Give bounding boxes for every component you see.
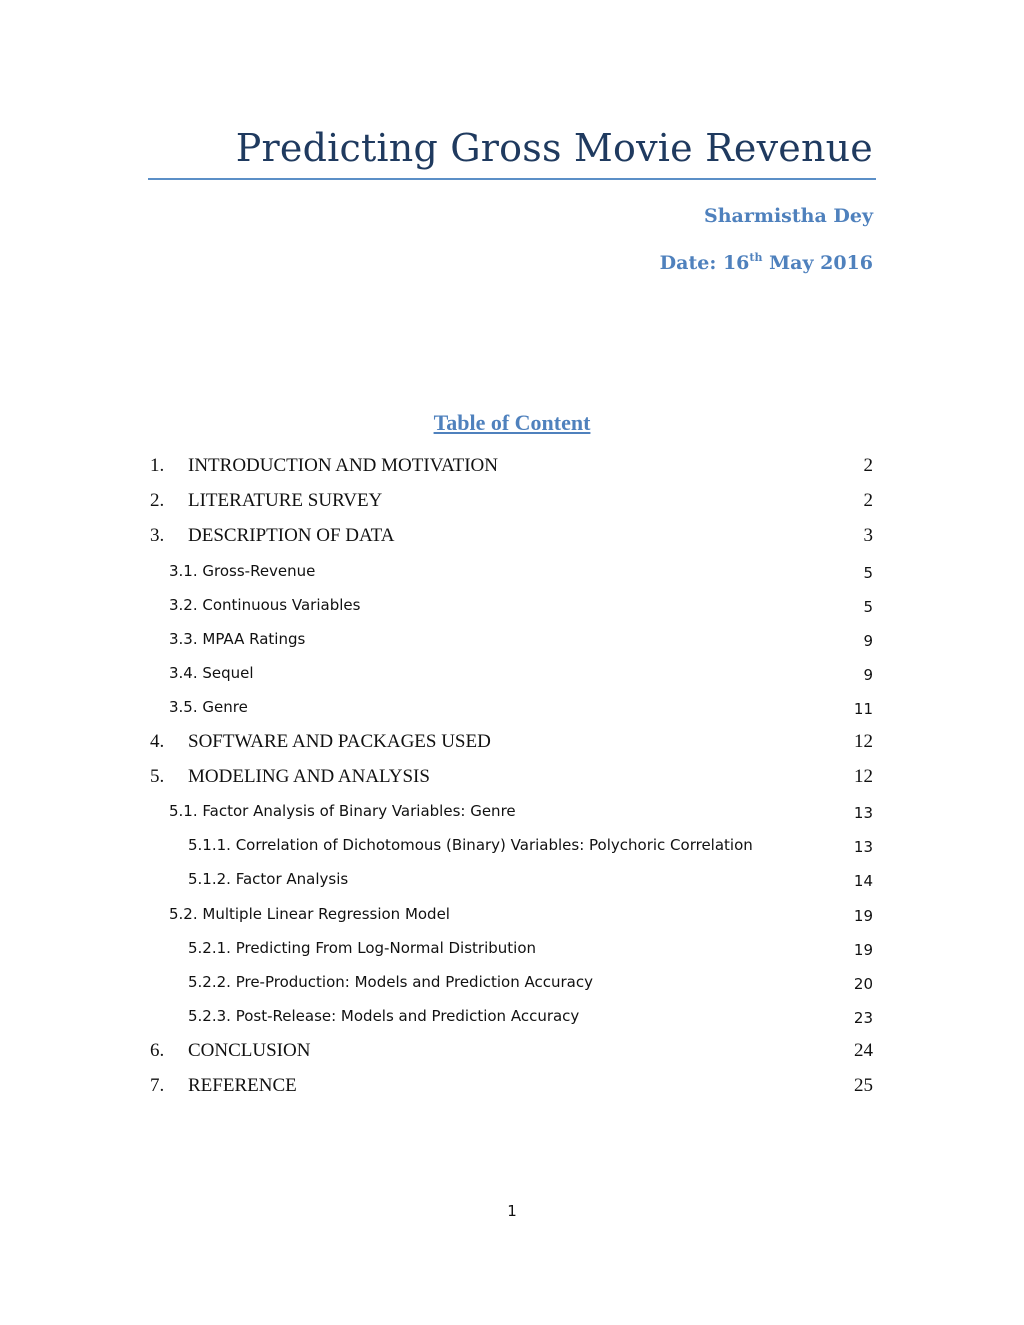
toc-entry-label: 5.2.1. Predicting From Log-Normal Distribution — [188, 939, 537, 957]
toc-entry-page-number: 25 — [854, 1075, 873, 1096]
toc-entry[interactable] — [0, 1075, 1024, 1105]
toc-entry-page-number: 19 — [853, 907, 873, 925]
toc-entry-label: 5.1. Factor Analysis of Binary Variables: Genre — [169, 802, 516, 820]
toc-entry[interactable] — [0, 630, 1024, 660]
toc-entry[interactable] — [0, 1007, 1024, 1037]
toc-entry-label: 5.1.2. Factor Analysis — [188, 870, 349, 888]
toc-entry[interactable] — [0, 562, 1024, 592]
toc-entry[interactable] — [0, 802, 1024, 832]
page-number: 1 — [507, 1202, 517, 1220]
toc-heading: Table of Content — [433, 410, 591, 435]
toc-entry-page-number: 23 — [853, 1009, 873, 1027]
toc-entry-number: 5. — [150, 766, 165, 787]
toc-entry-label: 3.5. Genre — [169, 698, 248, 716]
toc-entry-page-number: 3 — [863, 525, 873, 546]
toc-entry-label: 3.3. MPAA Ratings — [169, 630, 306, 648]
toc-entry-page-number: 20 — [853, 975, 873, 993]
toc-entry-page-number: 11 — [853, 700, 873, 718]
toc-entry[interactable] — [0, 870, 1024, 900]
toc-entry-number: 3. — [150, 525, 165, 546]
toc-entry[interactable] — [0, 490, 1024, 520]
toc-entry-number: 7. — [150, 1075, 165, 1096]
toc-entry-label: MODELING AND ANALYSIS — [188, 766, 430, 787]
toc-entry[interactable] — [0, 596, 1024, 626]
date-prefix: Date: 16 — [659, 252, 750, 274]
toc-entry[interactable] — [0, 455, 1024, 485]
toc-entry-page-number: 5 — [863, 564, 873, 582]
toc-entry[interactable] — [0, 766, 1024, 796]
document-date — [150, 252, 873, 274]
toc-entry-page-number: 13 — [853, 804, 873, 822]
toc-entry-page-number: 12 — [854, 766, 873, 787]
toc-entry-page-number: 24 — [854, 1040, 873, 1061]
toc-entry-label: 5.1.1. Correlation of Dichotomous (Binary) Variables: Polychoric Correlation — [188, 836, 753, 854]
toc-entry[interactable] — [0, 731, 1024, 761]
toc-entry-page-number: 2 — [863, 490, 873, 511]
toc-entry-label: CONCLUSION — [188, 1040, 311, 1061]
toc-entry[interactable] — [0, 939, 1024, 969]
toc-entry-label: 5.2.3. Post-Release: Models and Prediction Accuracy — [188, 1007, 580, 1025]
toc-entry-label: 3.2. Continuous Variables — [169, 596, 361, 614]
toc-entry-label: 3.4. Sequel — [169, 664, 254, 682]
toc-entry-page-number: 5 — [863, 598, 873, 616]
toc-entry-number: 4. — [150, 731, 165, 752]
toc-entry-page-number: 13 — [853, 838, 873, 856]
toc-entry[interactable] — [0, 905, 1024, 935]
toc-entry-number: 1. — [150, 455, 165, 476]
date-suffix: May 2016 — [762, 252, 873, 274]
toc-entry[interactable] — [0, 836, 1024, 866]
toc-entry[interactable] — [0, 664, 1024, 694]
toc-entry-page-number: 19 — [853, 941, 873, 959]
toc-entry-page-number: 9 — [863, 666, 873, 684]
toc-entry-number: 2. — [150, 490, 165, 511]
toc-entry-label: INTRODUCTION AND MOTIVATION — [188, 455, 498, 476]
toc-entry-label: 5.2. Multiple Linear Regression Model — [169, 905, 450, 923]
toc-entry-label: 3.1. Gross-Revenue — [169, 562, 316, 580]
toc-entry-page-number: 2 — [863, 455, 873, 476]
title-underline-rule — [148, 178, 876, 180]
author-name: Sharmistha Dey — [704, 205, 873, 227]
toc-entry-number: 6. — [150, 1040, 165, 1061]
toc-entry-label: SOFTWARE AND PACKAGES USED — [188, 731, 491, 752]
toc-entry-page-number: 12 — [854, 731, 873, 752]
date-ordinal-suffix: th — [749, 251, 763, 264]
toc-entry-label: LITERATURE SURVEY — [188, 490, 383, 511]
document-title: Predicting Gross Movie Revenue — [235, 126, 873, 170]
toc-entry[interactable] — [0, 698, 1024, 728]
toc-entry-label: DESCRIPTION OF DATA — [188, 525, 395, 546]
toc-entry-label: 5.2.2. Pre-Production: Models and Prediction Accuracy — [188, 973, 593, 991]
toc-entry[interactable] — [0, 525, 1024, 555]
toc-entry-page-number: 9 — [863, 632, 873, 650]
toc-entry-page-number: 14 — [853, 872, 873, 890]
toc-entry[interactable] — [0, 973, 1024, 1003]
toc-entry[interactable] — [0, 1040, 1024, 1070]
toc-entry-label: REFERENCE — [188, 1075, 297, 1096]
